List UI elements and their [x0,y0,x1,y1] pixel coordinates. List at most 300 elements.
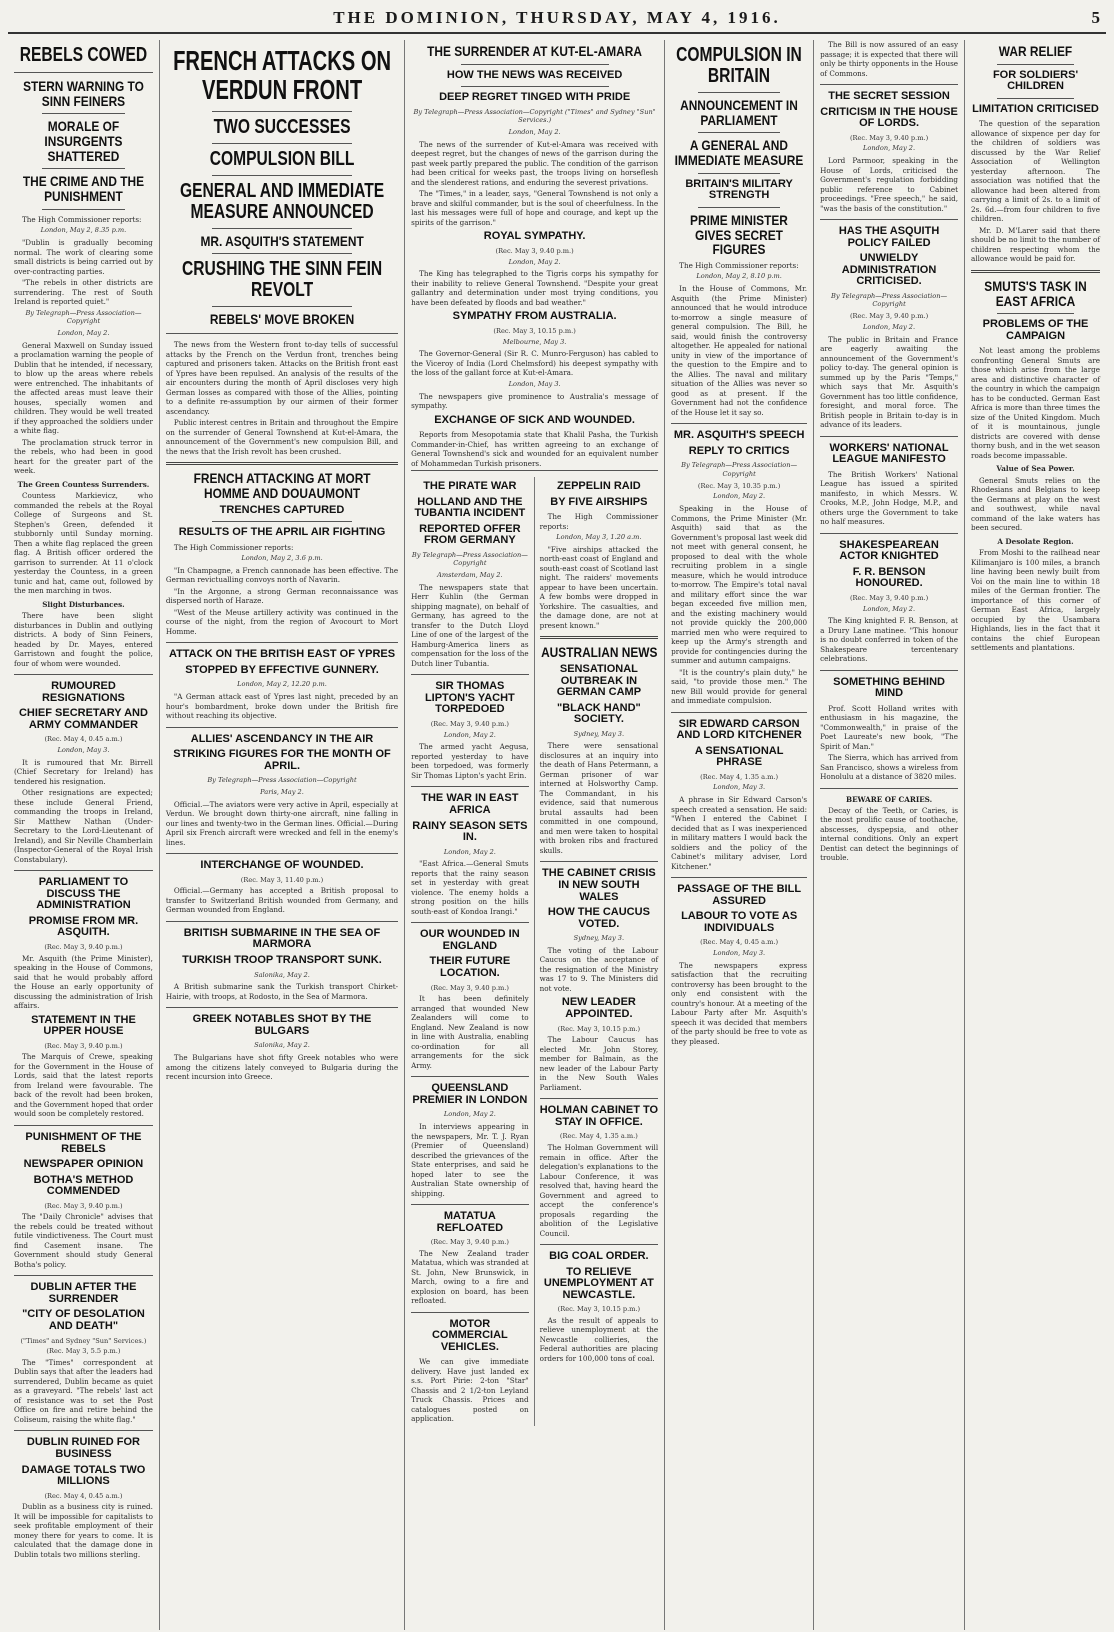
credit-line: ("Times" and Sydney "Sun" Services.) [20,1336,147,1345]
headline: HOLMAN CABINET TO STAY IN OFFICE. [539,1104,659,1128]
headline: HOW THE NEWS WAS RECEIVED [446,68,623,81]
paragraph: "The rebels in other districts are surrendering. The rest of South Ireland is reported quiet." [14,278,153,307]
headline: "BLACK HAND" SOCIETY. [557,701,641,726]
article-body [411,108,658,228]
paragraph: Countess Markievicz, who commanded the rebels at the Royal College of Surgeons and St. Stephen's Green, defended it stubbornly until Sunday morning. Then a white flag replaced the green flag. A British officer ordered the garrison to surrender. At 11 o'clock yesterday the Countess, in a green tunic and hat, came out, followed by the men marching in twos. [14,491,153,596]
received-line: (Rec. May 4, 0.45 a.m.) [44,735,123,744]
headline: UNWIELDY ADMINISTRATION CRITICISED. [841,252,937,288]
headline: SYMPATHY FROM AUSTRALIA. [452,310,617,323]
received-line: (Rec. May 3, 9.40 p.m.) [849,312,929,321]
paragraph: The "Times" correspondent at Dublin says that after the leaders had surrendered, Dublin became as quiet as a graveyard. "The rebels' last act of resistance was to set the Post Office on fire and retire behind the Coliseum, raising the white flag." [14,1357,153,1424]
paragraph: Mr. D. M'Larer said that there should be no limit to the number of children respecting whom the allowance would be paid for. [971,225,1100,264]
paragraph: "A German attack east of Ypres last night, preceded by an hour's bombardment, broke down under the British fire without reaching its objective. [165,692,399,721]
divider [997,64,1074,65]
advertisement-body [820,806,958,863]
headline: MORALE OF INSURGENTS SHATTERED [44,118,123,164]
headline: GENERAL AND IMMEDIATE MEASURE ANNOUNCED [179,179,385,223]
paragraph: The newspapers give prominence to Australia's message of sympathy. [411,391,659,410]
paragraph: It has been definitely arranged that wounded New Zealanders will come to England. New Zealand is now in line with Australia, enabling co-ordination for all arrangements for the sick Army. [411,994,529,1070]
headline: SENSATIONAL OUTBREAK IN GERMAN CAMP [556,663,642,699]
divider [671,423,807,424]
divider [14,1275,153,1276]
paragraph: The Marquis of Crewe, speaking for the Government in the House of Lords, said that the latest reports from Ireland were favourable. The back of the revolt had been broken, and the Government hoped that order would soon be completely restored. [14,1052,153,1119]
paragraph: Lord Parmoor, speaking in the House of Lords, criticised the Government's regulation forbidding public reference to Cabinet proceedings. "Free speech," he said, "was the basis of the constitution." [820,156,959,213]
headline: TRENCHES CAPTURED [219,503,345,516]
article-body [671,938,807,1046]
paragraph: The proclamation struck terror in the rebels, who had been in good heart for the greater part of the week. [14,437,153,476]
headline: MR. ASQUITH'S STATEMENT [200,232,364,249]
divider [971,270,1100,273]
headline: HOW THE CAUCUS VOTED. [547,906,650,930]
article-body [820,470,958,527]
credit-line: By Telegraph—Press Association—Copyright [207,776,357,785]
column-rebels-cowed [8,40,160,1630]
paragraph: The news of the surrender of Kut-el-Amara was received with deepest regret, but the changes of news of the garrison during the past week partly prepared the public. The condition of the garrison had been critical for weeks past, the troops living on horseflesh and the slenderest rations, and enduring the severest privations. [411,139,659,187]
headline: RUMOURED RESIGNATIONS [41,680,125,704]
headline: CHIEF SECRETARY AND ARMY COMMANDER [18,707,148,731]
credit-line: By Telegraph—Press Association—Copyright [831,291,948,309]
headline: PROBLEMS OF THE CAMPAIGN [982,318,1089,342]
headline: BY FIVE AIRSHIPS [550,495,648,508]
headline: REPORTED OFFER FROM GERMANY [419,522,521,547]
dateline: London, May 2. [863,604,916,613]
dateline: Salonika, May 2. [254,1041,310,1050]
article-body [540,730,659,856]
received-line: (Rec. May 3, 9.40 p.m.) [849,133,929,142]
paragraph: Speaking in the House of Commons, the Prime Minister (Mr. Asquith) said that as the Government's proposal last week did not meet with general consent, he proposed to deal with the whole recruiting problem in a single measure, which he would introduce to-morrow. The Empire's total naval and military effort since the war began exceeded five million men, and the existing machinery would not provide quickly the 200,000 married men who were required to keep up the Army's strength and provide for contingencies during the summer and autumn campaigns. [671,504,808,666]
article-body [820,704,958,782]
paragraph: The High Commissioner reports: [22,214,142,224]
subheading: A Desolate Region. [997,536,1074,546]
paragraph: There have been slight disturbances in Dublin and outlying districts. A body of Sinn Feiners, headed by Dr. Mayes, entered Garristown and fought the police, four of whom were wounded. [14,611,153,668]
headline: MATATUA REFLOATED [436,1210,504,1234]
divider [411,674,529,675]
divider [820,533,958,534]
article-body [411,1238,529,1306]
headline: BOTHA'S METHOD COMMENDED [33,1173,134,1198]
paragraph: In the House of Commons, Mr. Asquith (the Prime Minister) announced that he would introduce to-morrow a single measure of general compulsion. The Bill, he said, would finish the controversy altogether. He appealed for national unity in view of the importance of the question to the Empire and to the Allies. The naval and military situation of the Allies was never so good as at present. If the Government had not the confidence of the House let it say so. [671,284,808,417]
paragraph: The High Commissioner reports: [173,542,294,552]
article-body [14,215,153,668]
article-body [540,934,659,993]
divider [42,209,125,210]
subcolumn-right [535,477,659,1426]
headline: BRITISH SUBMARINE IN THE SEA OF MARMORA [183,926,381,951]
paragraph: Not least among the problems confronting General Smuts are those which arise from the large area and distinctive character of the country in which the campaign has to be conducted. German East Africa is more than three times the size of the United Kingdom. Much of it is mountainous, jungle districts are covered with dense thorny bush, and in the wet season roads become impassable. [971,346,1100,460]
article-body [671,261,807,417]
dateline: London, May 2. [508,128,561,137]
headline: SMUTS'S TASK IN EAST AFRICA [984,277,1087,309]
headline: ROYAL SYMPATHY. [483,230,586,243]
paragraph: The newspapers state that Herr Kuhlin (the German shipping magnate), on behalf of Germany, has agreed to the transfer to the Dutch Lloyd Line of one of the largest of the Hamburg-America liners as compensation for the loss of the Dutch liner Tubantia. [411,582,529,668]
dateline: London, May 2. [443,730,496,739]
headline: THE SURRENDER AT KUT-EL-AMARA [427,43,643,59]
divider [820,84,958,85]
paragraph: The voting of the Labour Caucus on the acceptance of the resignation of the Ministry was 17 to 9. The Ministers did not vote. [539,945,659,993]
divider [166,853,398,854]
paragraph: As the result of appeals to relieve unemployment at the Newcastle collieries, the Federal authorities are placing orders for 100,000 tons of coal. [539,1315,659,1363]
paragraph: The King knighted F. R. Benson, at a Drury Lane matinee. "This honour is no doubt conferred in token of the Shakespeare tercentenary celebrations. [820,616,959,664]
headline: THEIR FUTURE LOCATION. [429,955,511,979]
divider [42,168,125,169]
headline: NEWSPAPER OPINION [23,1158,144,1171]
divider [14,72,153,73]
article-body [411,984,529,1071]
headline: PRIME MINISTER GIVES SECRET FIGURES [690,211,789,258]
headline: NEW LEADER APPOINTED. [561,996,636,1020]
paragraph: A phrase in Sir Edward Carson's speech created a sensation. He said: "When I entered the Cabinet I decided that as I was inexperienced in military matters I would back the soldiers and the policy of the Cabinet's military adviser, Lord Kitchener." [671,795,808,871]
dateline: London, May 2. [443,847,496,856]
divider [166,727,398,728]
paragraph: A British submarine sank the Turkish transport Chirket-Hairie, with troops, at Rodosto, in the Sea of Marmora. [165,982,399,1001]
dateline: London, May 2. [443,1110,496,1119]
dateline: London, May 2, 8.10 p.m. [696,272,782,281]
headline: CRITICISM IN THE HOUSE OF LORDS. [820,105,958,130]
headline: ALLIES' ASCENDANCY IN THE AIR [190,732,374,745]
paragraph: The "Times," in a leader, says, "General Townshend is not only a brave and skilful commander, but is the soul of cheerfulness. In the last his messages were full of hope and courage, and kept up the spirits of the garrison." [411,189,659,227]
subheading: The Green Countess Surrenders. [17,479,150,489]
divider [42,113,125,114]
paragraph: Official.—Germany has accepted a British proposal to transfer to Switzerland British wounded from Germany, and German wounded from England. [165,886,399,915]
paragraph: We can give immediate delivery. Have just landed ex s.s. Port Pirie: 2-ton "Star" Chassis and 2 1/2-ton Leyland Truck Chassis. Prices and catalogues posted on application. [411,1357,529,1424]
headline: THE CABINET CRISIS IN NEW SOUTH WALES [542,867,656,903]
subcolumn-left [411,477,535,1426]
credit-line: By Telegraph—Press Association—Copyright [25,308,142,326]
headline: STOPPED BY EFFECTIVE GUNNERY. [185,663,379,676]
headline: SIR EDWARD CARSON AND LORD KITCHENER [676,717,802,742]
dateline: Salonika, May 2. [254,970,310,979]
received-line: (Rec. May 3, 10.15 p.m.) [557,1305,641,1314]
column-french-attacks [160,40,405,1630]
headline: F. R. BENSON HONOURED. [852,565,926,590]
divider [698,132,780,133]
paragraph: "Five airships attacked the north-east coast of England and south-east coast of Scotland last night. The raiders' movements appear to have been uncertain. A few bombs were dropped in Yorkshire. The casualties, and the damage done, are not at present known." [539,544,659,630]
divider [212,175,351,176]
article-body [971,346,1100,653]
headline: OUR WOUNDED IN ENGLAND [420,928,520,952]
masthead [8,8,1106,34]
article-body [971,119,1100,264]
dateline: London, May 2, 12.20 p.m. [237,680,327,689]
headline: PUNISHMENT OF THE REBELS [25,1130,142,1155]
headline: COMPULSION IN BRITAIN [676,44,802,87]
headline: ZEPPELIN RAID [557,480,641,493]
headline: FRENCH ATTACKS ON VERDUN FRONT [172,45,392,106]
column-kut-el-amara [405,40,665,1630]
dateline: Sydney, May 3. [573,934,625,943]
paragraph: The Labour Caucus has elected Mr. John Storey, member for Balmain, as the new leader of the Labour Party in the New South Wales Parliament. [539,1035,659,1092]
paragraph: The King has telegraphed to the Tigris corps his sympathy for their inability to relieve General Townshend. "Despite your great gallantry and determination under most trying conditions, you have been defeated by floods and bad weather." [411,269,659,307]
masthead-title: THE DOMINION, THURSDAY, MAY 4, 1916. [333,8,781,27]
paragraph: The news from the Western front to-day tells of successful attacks by the French on the Verdun front, trenches being captured and prisoners taken. Attacks on the British front east of Ypres have been repulsed. An analysis of the results of the air encounters during the month of April discloses very high German losses as compared with those of the Allies, pointing to a definite re-assumption by our airmen of their former ascendancy. [165,340,399,416]
headline: STERN WARNING TO SINN FEINERS [23,78,144,109]
divider [14,1125,153,1126]
divider [14,870,153,871]
headline: REPLY TO CRITICS [688,444,790,457]
article-body [540,1025,659,1093]
paragraph: Public interest centres in Britain and throughout the Empire on the surrender of General Townshend at Kut-el-Amara, the announcement of the Government's new compulsion Bill, and the news that the Irish revolt has been crushed. [165,418,399,456]
divider [212,521,351,522]
article-body [411,327,658,411]
headline: WAR RELIEF [998,43,1073,59]
article-body [411,1110,529,1198]
paragraph: The Governor-General (Sir R. C. Munro-Ferguson) has cabled to the Viceroy of India (Lord Chelmsford) his deepest sympathy with the loss of the gallant force at Kut-el-Amara. [411,349,659,378]
paragraph: The High Commissioner reports: [539,512,659,531]
divider [540,861,659,862]
article-body [166,543,398,637]
divider [411,922,529,923]
headline: REBELS COWED [19,44,148,66]
divider [671,712,807,713]
page-number: 5 [1091,8,1100,27]
headline: PASSAGE OF THE BILL ASSURED [677,883,802,907]
article-body [820,292,958,430]
paragraph: Prof. Scott Holland writes with enthusiasm in his magazine, the "Commonwealth," in praise of the Poet Laureate's new book, "The Spirit of Man." [820,703,959,751]
headline: TWO SUCCESSES [213,115,351,138]
headline: HOLLAND AND THE TUBANTIA INCIDENT [414,495,526,520]
article-body [411,551,529,669]
received-line: (Rec. May 3, 9.40 p.m.) [44,1201,123,1210]
headline: THE PIRATE WAR [423,480,517,493]
paragraph: "West of the Meuse artillery activity was continued in the course of the night, from the region of Avocourt to Mort Homme. [165,607,399,636]
headline: BRITAIN'S MILITARY STRENGTH [685,177,793,202]
headline: LABOUR TO VOTE AS INDIVIDUALS [681,910,798,934]
subheading: Slight Disturbances. [42,599,125,609]
paragraph: Official.—The aviators were very active in April, especially at Verdun. We brought down thirty-one aircraft, nine falling in our lines and twenty-two in the German lines. Official.—During April six French aircraft were wrecked and fell in the enemy's lines. [165,799,399,847]
dateline: Sydney, May 3. [573,729,625,738]
article-body [411,720,529,780]
paragraph: The "Daily Chronicle" advises that the rebels could be treated without futile vindictiveness. The Court must find Casement insane. The Government should study General Botha's policy. [14,1212,153,1269]
headline: FOR SOLDIERS' CHILDREN [992,68,1079,93]
headline: INTERCHANGE OF WOUNDED. [200,859,364,872]
divider [212,253,351,254]
divider [461,86,609,87]
headline: STRIKING FIGURES FOR THE MONTH OF APRIL. [173,748,391,772]
article-body [14,735,153,864]
dateline: London, May 2, 3.6 p.m. [241,554,323,563]
dateline: London, May 3, 1.20 a.m. [556,533,642,542]
headline: WORKERS' NATIONAL LEAGUE MANIFESTO [829,441,949,466]
headline: TURKISH TROOP TRANSPORT SUNK. [182,954,382,967]
article-body [540,1132,659,1238]
headline: BIG COAL ORDER. [549,1250,649,1262]
advertisement-heading: MOTOR COMMERCIAL VEHICLES. [431,1317,508,1353]
headline: THE SECRET SESSION [828,90,950,102]
received-line: (Rec. May 3, 10.15 p.m.) [493,326,576,335]
headline: PARLIAMENT TO DISCUSS THE ADMINISTRATION [36,876,131,912]
kut-article [411,44,658,471]
paragraph: "In the Argonne, a strong German reconnaissance was dispersed north of Haraze. [165,586,399,606]
paragraph: The British Workers' National League has issued a spirited manifesto, in which Messrs. W. Crooks, M.P., John Hodge, M.P., and others urge the Government to take no half measures. [820,469,959,527]
headline: DEEP REGRET TINGED WITH PRIDE [439,91,631,104]
divider [820,670,958,671]
paragraph: The question of the separation allowance of sixpence per day for the children of soldiers was discussed by the War Relief Association of Wellington yesterday afternoon. The association was notified that the allowance had been altered from carrying a limit of 2s. to a limit of 2s. 6d.—from four children to five children. [971,119,1100,224]
dateline: Paris, May 2. [260,787,304,796]
received-line: (Rec. May 3, 5.5 p.m.) [46,1347,121,1356]
article-body [166,680,398,720]
divider [698,173,780,174]
headline: DUBLIN AFTER THE SURRENDER [30,1281,137,1305]
paragraph: The Sierra, which has arrived from San Francisco, shows a wireless from Honolulu at a distance of 3820 miles. [820,753,959,782]
article-body [14,943,153,1011]
paragraph: It is rumoured that Mr. Birrell (Chief Secretary for Ireland) has tendered his resignation. [14,757,153,786]
headline: RESULTS OF THE APRIL AIR FIGHTING [178,526,386,539]
divider [411,1312,529,1313]
headline: THE CRIME AND THE PUNISHMENT [22,173,145,205]
article-body [411,430,658,468]
article-body [411,848,529,917]
paragraph: Decay of the Teeth, or Caries, is the most prolific cause of toothache, abscesses, dyspepsia, and other internal conditions. Only an expert Dentist can detect the beginnings of trouble. [820,805,959,863]
paragraph: From Moshi to the railhead near Kilimanjaro is 100 miles, a branch line having been newly built from Voi on the main line to within 18 miles of the German frontier. The importance of this corner of German East Africa, largely occupied by the Usambara Highlands, lies in the fact that it contains the chief European settlements and plantations. [971,548,1100,653]
divider [212,111,351,112]
headline: EXCHANGE OF SICK AND WOUNDED. [434,413,635,426]
headline: SIR THOMAS LIPTON'S YACHT TORPEDOED [424,680,515,716]
article-body [14,1202,153,1270]
headline: DUBLIN RUINED FOR BUSINESS [26,1436,140,1461]
received-line: (Rec. May 3, 11.40 p.m.) [240,875,324,884]
column-war-relief [965,40,1106,1630]
article-body [540,1305,659,1363]
paragraph: General Maxwell on Sunday issued a proclamation warning the people of Dublin that he intended, if necessary, to blow up the areas where rebels were entrenched. The inhabitants of the affected areas must leave their houses, specially women and children. They would be well treated if they approached the soldiers under a white flag. [14,340,153,436]
received-line: (Rec. May 4, 1.35 a.m.) [559,1132,638,1141]
dateline: London, May 3. [508,379,561,388]
subheading: Value of Sea Power. [996,464,1075,474]
divider [820,219,958,220]
dateline: London, May 2. [863,144,916,153]
article-body [671,461,807,705]
divider [540,1098,659,1099]
divider [212,228,351,229]
dateline: London, May 2. [713,492,766,501]
headline: SOMETHING BEHIND MIND [833,675,945,700]
article-body [166,876,398,915]
received-line: (Rec. May 3, 10.15 p.m.) [557,1024,641,1033]
divider [540,1244,659,1245]
article-body [540,512,659,630]
dateline: Melbourne, May 3. [502,337,567,346]
paragraph: The newspapers express satisfaction that the recruiting controversy has been brought to the only end consistent with the country's honour. At a meeting of the Labour Party after Mr. Asquith's speech it was decided that members of the party should be free to vote as they pleased. [671,960,808,1046]
headline: MR. ASQUITH'S SPEECH [673,429,805,442]
paragraph: The New Zealand trader Matatua, which was stranded at St. John, New Brunswick, in March, owing to a fire and explosion on board, has been refloated. [411,1248,529,1306]
divider [212,143,351,144]
divider [671,877,807,878]
paragraph: The armed yacht Aegusa, reported yesterday to have been torpedoed, was formerly Sir Thomas Lipton's yacht Erin. [411,742,529,780]
received-line: (Rec. May 4, 1.35 a.m.) [700,772,779,781]
received-line: (Rec. May 3, 9.40 p.m.) [495,246,574,255]
divider [461,64,609,65]
headline: ANNOUNCEMENT IN PARLIAMENT [680,97,798,128]
headline: DAMAGE TOTALS TWO MILLIONS [21,1463,146,1488]
paragraph: There were sensational disclosures at an inquiry into the death of Hans Petermann, a German prisoner of war interned at Holsworthy Camp. The Commandant, in his evidence, said that numerous brutal assaults had been committed in one compound, and men were taken to hospital with broken ribs and fractured skulls. [539,741,659,855]
headline: A GENERAL AND IMMEDIATE MEASURE [674,137,804,169]
article-body [820,594,958,664]
divider [166,333,398,334]
paragraph: Other resignations are expected; these include General Friend, commanding the troops in Ireland, Sir Matthew Nathan (Under-Secretary to the Lord-Lieutenant of Ireland), and Sir Neville Chamberlain (Inspector-General of the Royal Irish Constabulary). [14,788,153,864]
received-line: (Rec. May 3, 9.40 p.m.) [430,1238,509,1247]
divider [997,98,1074,99]
paragraph: Mr. Asquith (the Prime Minister), speaking in the House of Commons, said that he would probably afford the House an early opportunity of discussing the administration of Irish affairs. [14,953,153,1011]
divider [14,1430,153,1431]
paragraph: The Bill is now assured of an easy passage; it is expected that there will only be thirty opponents in the House of Commons. [820,40,959,78]
headline: ATTACK ON THE BRITISH EAST OF YPRES [168,648,396,661]
headline: LIMITATION CRITICISED [972,102,1099,115]
headline: AUSTRALIAN NEWS [540,644,658,661]
paragraph: Dublin as a business city is ruined. It will be impossible for capitalists to seek profitable employment of their money there for years to come. It is calculated that the damage done in Dublin totals two millions sterling. [14,1502,153,1559]
received-line: (Rec. May 3, 9.40 p.m.) [430,983,509,992]
headline: A SENSATIONAL PHRASE [694,744,784,769]
divider [820,436,958,437]
paragraph: Reports from Mesopotamia state that Khalil Pasha, the Turkish Commander-in-Chief, has written agreeing to an exchange of General Townshend's sick and wounded for an equivalent number of Mohammedan Turkish prisoners. [411,430,659,468]
received-line: (Rec. May 3, 10.35 p.m.) [697,481,781,490]
headline: THE WAR IN EAST AFRICA [421,792,519,816]
dateline: London, May 2. [508,257,561,266]
divider [411,1204,529,1205]
dateline: London, May 3. [57,746,110,755]
paragraph: The public in Britain and France are eagerly awaiting the announcement of the Government's policy to-day. The general opinion is summed up by the Paris "Temps," which says that Mr. Asquith's Government has too little confidence, foresight, and moral force. The British people in Britain to-day is in advance of its leaders. [820,334,959,430]
headline: "CITY OF DESOLATION AND DEATH" [22,1308,145,1333]
headline: HAS THE ASQUITH POLICY FAILED [838,225,940,249]
article-body [820,134,958,213]
dateline: London, May 2. [863,322,916,331]
advertisement-body [411,1357,529,1424]
paragraph: In interviews appearing in the newspapers, Mr. T. J. Ryan (Premier of Queensland) described the grievances of the State enterprises, and said he hoped later to see the Australian State ownership of shipping. [411,1122,529,1198]
paragraph: The Holman Government will remain in office. After the delegation's explanations to the Labour Conference, it was resolved that, having heard the Government and agreed to accept the conference's proposals regarding the abolition of the Legislative Council. [539,1143,659,1238]
headline: QUEENSLAND PREMIER IN LONDON [412,1082,528,1106]
article-body [820,40,958,78]
article-body [671,773,807,871]
paragraph: "In Champagne, a French cannonade has been effective. The German revictualling convoys north of Navarin. [165,565,399,585]
divider [698,92,780,93]
divider [166,462,398,465]
dateline: London, May 3. [713,949,766,957]
article-body [166,971,398,1002]
divider [212,306,351,307]
received-line: (Rec. May 3, 9.40 p.m.) [44,1041,123,1050]
subcolumns [411,477,658,1426]
divider [166,1007,398,1008]
headline: SHAKESPEAREAN ACTOR KNIGHTED [839,538,939,563]
divider [540,636,659,639]
dateline: London, May 2. [57,328,110,337]
headline: RAINY SEASON SETS IN. [412,819,528,844]
divider [411,1076,529,1077]
headline: CRUSHING THE SINN FEIN REVOLT [181,258,383,302]
advertisement-heading: BEWARE OF CARIES. [846,794,933,804]
received-line: (Rec. May 3, 9.40 p.m.) [849,593,929,602]
column-compulsion [665,40,814,1630]
credit-line: By Telegraph—Press Association—Copyright [411,550,528,568]
credit-line: By Telegraph—Press Association—Copyright [681,461,798,478]
article-body [166,776,398,847]
divider [411,786,529,787]
article-body [14,1492,153,1560]
article-body [14,1337,153,1425]
paragraph: "East Africa.—General Smuts reports that the rainy season set in yesterday with great violence. The enemy holds a strong position on the hills south-east of Kondoa Irangi." [411,859,529,916]
headline: GREEK NOTABLES SHOT BY THE BULGARS [192,1013,372,1037]
headline: PROMISE FROM MR. ASQUITH. [28,914,139,939]
received-line: (Rec. May 3, 9.40 p.m.) [430,720,509,729]
headline: TO RELIEVE UNEMPLOYMENT AT NEWCASTLE. [543,1265,654,1301]
divider [698,207,780,208]
article-body [166,1041,398,1081]
columns [8,40,1106,1630]
divider [820,788,958,789]
received-line: (Rec. May 4, 0.45 a.m.) [700,938,779,947]
article-body [411,247,658,307]
divider [14,674,153,675]
dateline: London, May 2, 8.35 p.m. [40,226,127,235]
received-line: (Rec. May 4, 0.45 a.m.) [44,1491,123,1500]
